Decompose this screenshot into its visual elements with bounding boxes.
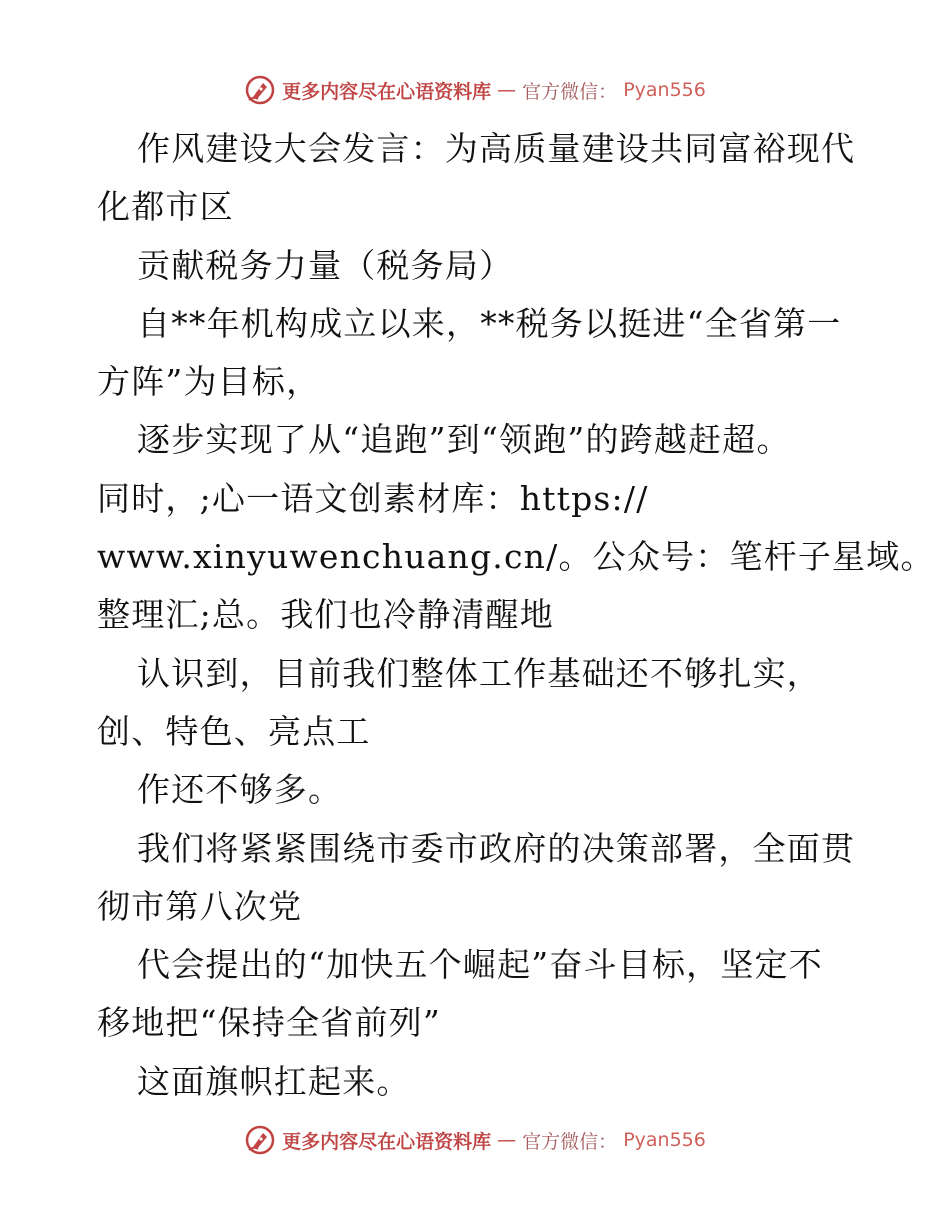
banner-main-text: 更多内容尽在心语资料库 bbox=[282, 80, 492, 103]
banner-label: 官方微信： bbox=[522, 1130, 618, 1153]
banner-label: 官方微信： bbox=[522, 80, 618, 103]
text-line: 贡献税务力量（税务局） bbox=[137, 245, 514, 285]
text-line: 化都市区 bbox=[97, 187, 234, 227]
text-line: 代会提出的“加快五个崛起”奋斗目标，坚定不 bbox=[137, 945, 823, 985]
banner-wechat-id: Pyan556 bbox=[623, 1129, 706, 1151]
text-line: 这面旗帜扛起来。 bbox=[137, 1061, 411, 1101]
text-line: 彻市第八次党 bbox=[97, 886, 303, 926]
banner-main-text: 更多内容尽在心语资料库 bbox=[282, 1130, 492, 1153]
text-line: 自**年机构成立以来，**税务以挺进“全省第一 bbox=[137, 303, 842, 343]
pen-nib-logo-icon bbox=[244, 1124, 276, 1156]
text-line: 作还不够多。 bbox=[137, 770, 343, 810]
document-body bbox=[97, 120, 935, 1111]
header-watermark-banner bbox=[0, 70, 950, 110]
text-line: 逐步实现了从“追跑”到“领跑”的跨越赶超。 bbox=[137, 420, 791, 460]
banner-separator: — bbox=[497, 1129, 517, 1151]
text-line: 方阵”为目标， bbox=[97, 362, 321, 402]
text-line: www.xinyuwenchuang.cn/。公众号：笔杆子星域。 bbox=[97, 537, 935, 577]
text-line: 同时，;心一语文创素材库：https:// bbox=[97, 478, 649, 518]
text-line: 作风建设大会发言：为高质量建设共同富裕现代 bbox=[137, 129, 856, 168]
text-line: 认识到，目前我们整体工作基础还不够扎实， bbox=[137, 653, 821, 693]
text-line: 创、特色、亮点工 bbox=[97, 711, 371, 751]
text-line: 整理汇;总。我们也冷静清醒地 bbox=[97, 595, 554, 635]
footer-watermark-banner bbox=[0, 1120, 950, 1160]
pen-nib-logo-icon bbox=[244, 74, 276, 106]
text-line: 移地把“保持全省前列” bbox=[97, 1003, 441, 1043]
text-line: 我们将紧紧围绕市委市政府的决策部署，全面贯 bbox=[137, 828, 856, 868]
banner-wechat-id: Pyan556 bbox=[623, 79, 706, 101]
banner-separator: — bbox=[497, 79, 517, 101]
